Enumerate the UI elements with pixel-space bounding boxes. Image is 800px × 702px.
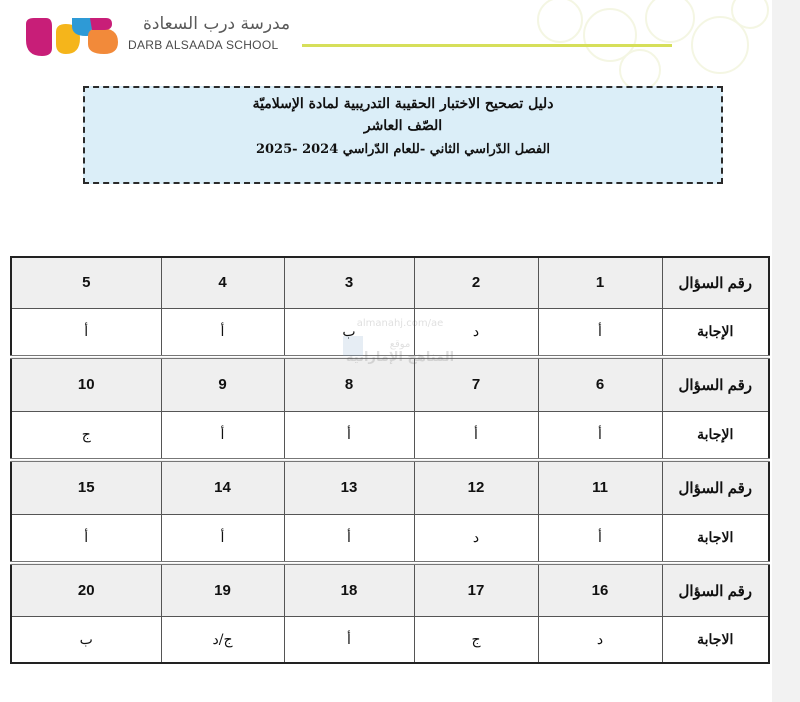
- question-number: 9: [161, 357, 284, 411]
- question-number-label: رقم السؤال: [662, 257, 769, 308]
- question-number: 3: [284, 257, 414, 308]
- answer-cell: أ: [284, 617, 414, 663]
- question-number: 6: [538, 357, 662, 411]
- question-number: 10: [11, 357, 161, 411]
- site-watermark: [340, 318, 460, 378]
- header-divider: [302, 44, 672, 47]
- question-number: 12: [414, 460, 538, 514]
- question-number: 1: [538, 257, 662, 308]
- question-number: 17: [414, 563, 538, 617]
- background-decoration: [520, 0, 770, 95]
- answer-cell: ج/د: [161, 617, 284, 663]
- answer-cell: ب: [284, 308, 414, 357]
- title-box: [83, 86, 723, 184]
- question-number: 7: [414, 357, 538, 411]
- question-number: 20: [11, 563, 161, 617]
- answer-cell: أ: [284, 411, 414, 460]
- watermark-url: almanahj.com/ae: [356, 318, 444, 329]
- answer-cell: أ: [161, 411, 284, 460]
- question-number: 5: [11, 257, 161, 308]
- question-number: 16: [538, 563, 662, 617]
- answer-row: [11, 411, 769, 460]
- grade-title: الصّف العاشر: [363, 118, 443, 134]
- answer-cell: أ: [161, 514, 284, 563]
- question-number-label: رقم السؤال: [662, 460, 769, 514]
- question-number: 2: [414, 257, 538, 308]
- question-number: 15: [11, 460, 161, 514]
- answer-cell: أ: [284, 514, 414, 563]
- watermark-text: المناهج الإماراتية: [345, 350, 455, 365]
- school-logo: [22, 14, 122, 58]
- answer-cell: أ: [414, 411, 538, 460]
- school-name-arabic: مدرسة درب السعادة: [143, 14, 291, 34]
- answer-cell: أ: [161, 308, 284, 357]
- answer-row: [11, 617, 769, 663]
- answer-cell: أ: [538, 308, 662, 357]
- question-number: 18: [284, 563, 414, 617]
- answer-label: الاجابة: [662, 617, 769, 663]
- answer-cell: ب: [11, 617, 161, 663]
- answer-cell: أ: [538, 411, 662, 460]
- school-name-english: DARB ALSAADA SCHOOL: [128, 38, 279, 52]
- question-number: 19: [161, 563, 284, 617]
- question-number: 4: [161, 257, 284, 308]
- question-number-label: رقم السؤال: [662, 357, 769, 411]
- answer-row: [11, 514, 769, 563]
- answer-cell: أ: [11, 308, 161, 357]
- answer-label: الإجابة: [662, 411, 769, 460]
- answer-cell: أ: [11, 514, 161, 563]
- question-row: [11, 563, 769, 617]
- answer-cell: ج: [11, 411, 161, 460]
- question-row: [11, 460, 769, 514]
- question-number: 13: [284, 460, 414, 514]
- term-title: الفصل الدّراسي الثاني -للعام الدّراسي 2024 -2025: [255, 142, 551, 157]
- watermark-logo: [343, 336, 363, 356]
- question-row: [11, 257, 769, 308]
- answer-cell: د: [414, 308, 538, 357]
- question-number: 14: [161, 460, 284, 514]
- page-edge: [772, 0, 800, 702]
- answer-label: الإجابة: [662, 308, 769, 357]
- question-number: 8: [284, 357, 414, 411]
- answer-cell: أ: [538, 514, 662, 563]
- question-number-label: رقم السؤال: [662, 563, 769, 617]
- document-title: دليل تصحيح الاختبار الحقيبة التدريبية لمادة الإسلاميّة: [252, 96, 554, 112]
- watermark-text: موقع: [389, 339, 411, 350]
- question-number: 11: [538, 460, 662, 514]
- answer-cell: د: [538, 617, 662, 663]
- answer-cell: د: [414, 514, 538, 563]
- answer-cell: ج: [414, 617, 538, 663]
- answer-label: الاجابة: [662, 514, 769, 563]
